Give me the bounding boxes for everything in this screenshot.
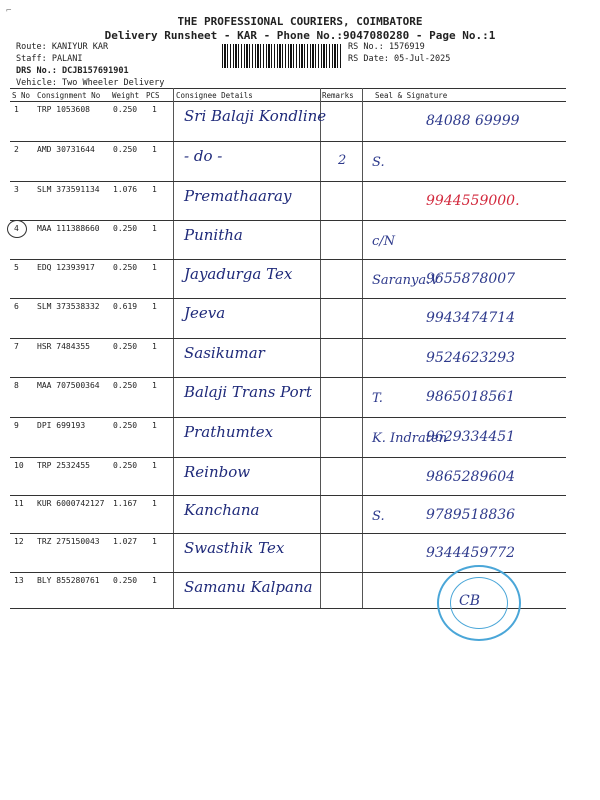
row-phone-handwriting: 9944559000. xyxy=(426,193,520,209)
barcode-image xyxy=(222,44,342,68)
row-consignment-no: TRP 1053608 xyxy=(37,105,90,114)
row-consignee-handwriting: Kanchana xyxy=(184,501,260,519)
row-sno: 1 xyxy=(14,105,19,114)
row-phone-handwriting: 9344459772 xyxy=(426,545,516,561)
row-separator xyxy=(10,457,566,458)
row-pcs: 1 xyxy=(152,381,157,390)
row-consignment-no: MAA 111388660 xyxy=(37,224,100,233)
row-seal-handwriting: S. xyxy=(372,155,385,170)
row-separator xyxy=(10,181,566,182)
row-separator xyxy=(10,338,566,339)
row-consignment-no: MAA 707500364 xyxy=(37,381,100,390)
row-pcs: 1 xyxy=(152,302,157,311)
rs-date: RS Date: 05-Jul-2025 xyxy=(348,54,451,64)
row-consignee-handwriting: Samanu Kalpana xyxy=(184,578,313,596)
row-seal-handwriting: K. Indraten xyxy=(372,431,448,446)
row-consignee-handwriting: Premathaaray xyxy=(184,187,292,205)
row-consignment-no: BLY 855280761 xyxy=(37,576,100,585)
row-sno: 5 xyxy=(14,263,19,272)
row-consignee-handwriting: Sri Balaji Kondline xyxy=(184,107,327,125)
row-consignee-handwriting: Punitha xyxy=(184,226,243,244)
row-consignment-no: KUR 6000742127 xyxy=(37,499,105,508)
stamp-initials: CB xyxy=(459,593,480,609)
row-seal-handwriting: Saranya.V xyxy=(372,273,440,288)
row-sno: 6 xyxy=(14,302,19,311)
row-pcs: 1 xyxy=(152,263,157,272)
row-weight: 0.250 xyxy=(113,421,138,430)
divider-remarks xyxy=(320,88,321,608)
row-phone-handwriting: 9865018561 xyxy=(426,389,516,405)
row-weight: 0.250 xyxy=(113,576,138,585)
row-sno: 11 xyxy=(14,499,24,508)
row-seal-handwriting: S. xyxy=(372,509,385,524)
row-weight: 0.619 xyxy=(113,302,138,311)
row-consignee-handwriting: Jayadurga Tex xyxy=(184,265,293,283)
row-sno: 4 xyxy=(14,224,19,233)
page-title: THE PROFESSIONAL COURIERS, COIMBATORE xyxy=(177,15,423,28)
row-weight: 0.250 xyxy=(113,263,138,272)
row-phone-handwriting: 9865289604 xyxy=(426,469,516,485)
table-top-border xyxy=(10,88,566,89)
row-consignment-no: SLM 373538332 xyxy=(37,302,100,311)
row-pcs: 1 xyxy=(152,342,157,351)
row-weight: 0.250 xyxy=(113,461,138,470)
staff-label: Staff: PALANI xyxy=(16,54,83,64)
row-sno: 12 xyxy=(14,537,24,546)
col-seal: Seal & Signature xyxy=(375,91,448,100)
row-consignment-no: TRP 2532455 xyxy=(37,461,90,470)
row-sno: 3 xyxy=(14,185,19,194)
row-consignment-no: EDQ 12393917 xyxy=(37,263,95,272)
row-weight: 0.250 xyxy=(113,145,138,154)
row-consignee-handwriting: Sasikumar xyxy=(184,344,265,362)
row-sno: 10 xyxy=(14,461,24,470)
row-consignment-no: DPI 699193 xyxy=(37,421,86,430)
row-weight: 0.250 xyxy=(113,381,138,390)
row-phone-handwriting: 9789518836 xyxy=(426,507,516,523)
drs-label: DRS No.: DCJB157691901 xyxy=(16,66,129,76)
row-weight: 0.250 xyxy=(113,224,138,233)
row-separator xyxy=(10,533,566,534)
row-consignee-handwriting: Reinbow xyxy=(184,463,251,481)
row-separator xyxy=(10,495,566,496)
row-weight: 1.076 xyxy=(113,185,138,194)
row-sno: 13 xyxy=(14,576,24,585)
row-sno: 9 xyxy=(14,421,19,430)
col-consignee: Consignee Details xyxy=(176,91,253,100)
row-separator xyxy=(10,377,566,378)
row-phone-handwriting: 9655878007 xyxy=(426,271,516,287)
row-pcs: 1 xyxy=(152,461,157,470)
row-consignment-no: HSR 7484355 xyxy=(37,342,90,351)
row-phone-handwriting: 9524623293 xyxy=(426,350,516,366)
row-phone-handwriting: 9943474714 xyxy=(426,310,516,326)
col-remarks: Remarks xyxy=(322,91,354,100)
row-seal-handwriting: c/N xyxy=(372,234,396,249)
row-consignee-handwriting: Swasthik Tex xyxy=(184,539,285,557)
row-weight: 1.027 xyxy=(113,537,138,546)
row-consignee-handwriting: Balaji Trans Port xyxy=(184,383,312,401)
row-separator xyxy=(10,259,566,260)
page-subtitle: Delivery Runsheet - KAR - Phone No.:9047080280 - Page No.:1 xyxy=(104,29,496,42)
row-weight: 1.167 xyxy=(113,499,138,508)
divider-seal xyxy=(362,88,363,608)
row-sno: 7 xyxy=(14,342,19,351)
row-separator xyxy=(10,141,566,142)
row-pcs: 1 xyxy=(152,576,157,585)
row-pcs: 1 xyxy=(152,499,157,508)
route-label: Route: KANIYUR KAR xyxy=(16,42,109,52)
row-pcs: 1 xyxy=(152,224,157,233)
row-pcs: 1 xyxy=(152,145,157,154)
row-weight: 0.250 xyxy=(113,105,138,114)
divider-consignee xyxy=(173,88,174,608)
row-sno: 2 xyxy=(14,145,19,154)
row-separator xyxy=(10,220,566,221)
row-pcs: 1 xyxy=(152,421,157,430)
corner-mark: ⌐ xyxy=(6,6,12,16)
row-sno: 8 xyxy=(14,381,19,390)
row-separator xyxy=(10,417,566,418)
row-consignee-handwriting: - do - xyxy=(184,147,223,165)
rs-number: RS No.: 1576919 xyxy=(348,42,425,52)
company-seal-stamp xyxy=(437,565,521,641)
row-consignment-no: SLM 373591134 xyxy=(37,185,100,194)
row-consignment-no: TRZ 275150043 xyxy=(37,537,100,546)
row-consignee-handwriting: Jeeva xyxy=(184,304,226,322)
row-weight: 0.250 xyxy=(113,342,138,351)
col-sno: S No xyxy=(12,91,31,100)
col-consignment: Consignment No xyxy=(37,91,101,100)
row-phone-handwriting: 9629334451 xyxy=(426,429,516,445)
row-pcs: 1 xyxy=(152,185,157,194)
table-header-border xyxy=(10,101,566,102)
row-4-circle-mark xyxy=(7,220,27,238)
vehicle-label: Vehicle: Two Wheeler Delivery xyxy=(16,78,165,88)
row-remarks-handwriting: 2 xyxy=(338,153,347,168)
row-seal-handwriting: T. xyxy=(372,391,383,406)
row-phone-handwriting: 84088 69999 xyxy=(426,113,520,129)
col-pcs: PCS xyxy=(146,91,160,100)
row-consignee-handwriting: Prathumtex xyxy=(184,423,274,441)
row-separator xyxy=(10,298,566,299)
row-pcs: 1 xyxy=(152,537,157,546)
row-pcs: 1 xyxy=(152,105,157,114)
row-consignment-no: AMD 30731644 xyxy=(37,145,95,154)
col-weight: Weight xyxy=(112,91,140,100)
